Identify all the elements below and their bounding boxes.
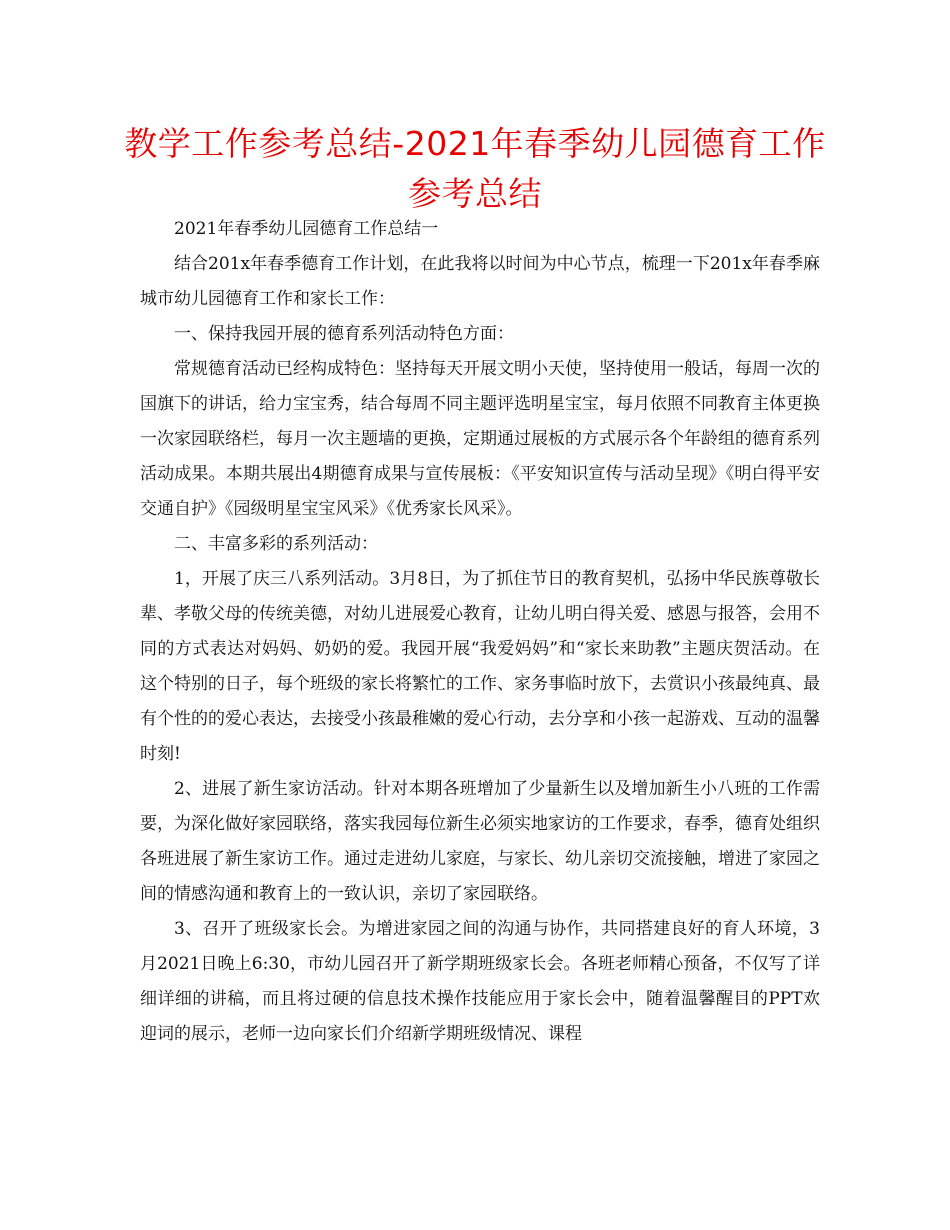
paragraph-womens-day-activity: 1，开展了庆三八系列活动。3月8日，为了抓住节日的教育契机，弘扬中华民族尊敬长辈、孝敬父母的传统美德，对幼儿进展爱心教育，让幼儿明白得关爱、感恩与报答，会用不同的方式表达对妈妈、奶奶的爱。我园开展“我爱妈妈”和“家长来助教”主题庆贺活动。在这个特别的日子，每个班级的家长将繁忙的工作、家务事临时放下，去赏识小孩最纯真、最有个性的的爱心表达，去接受小孩最稚嫩的爱心行动，去分享和小孩一起游戏、互动的温馨时刻! <box>140 569 820 764</box>
paragraph-section-1-heading: 一、保持我园开展的德育系列活动特色方面： <box>174 324 514 344</box>
paragraph-intro: 结合201x年春季德育工作计划，在此我将以时间为中心节点，梳理一下201x年春季麻城市幼儿园德育工作和家长工作： <box>140 254 820 309</box>
paragraph-parent-meeting: 3、召开了班级家长会。为增进家园之间的沟通与协作，共同搭建良好的育人环境，3月2021日晚上6:30，市幼儿园召开了新学期班级家长会。各班老师精心预备，不仅写了详细详细的讲稿，而且将过硬的信息技术操作技能应用于家长会中，随着温馨醒目的PPT欢迎词的展示，老师一边向家长们介绍新学期班级情况、课程 <box>140 919 820 1044</box>
paragraph-routine-activities: 常规德育活动已经构成特色：坚持每天开展文明小天使，坚持使用一般话，每周一次的国旗下的讲话，给力宝宝秀，结合每周不同主题评选明星宝宝，每月依照不同教育主体更换一次家园联络栏，每月一次主题墙的更换，定期通过展板的方式展示各个年龄组的德育系列活动成果。本期共展出4期德育成果与宣传展板：《平安知识宣传与活动呈现》《明白得平安交通自护》《园级明星宝宝风采》《优秀家长风采》。 <box>140 359 820 519</box>
paragraph-home-visits: 2、进展了新生家访活动。针对本期各班增加了少量新生以及增加新生小八班的工作需要，为深化做好家园联络，落实我园每位新生必须实地家访的工作要求，春季，德育处组织各班进展了新生家访工作。通过走进幼儿家庭，与家长、幼儿亲切交流接触，增进了家园之间的情感沟通和教育上的一致认识，亲切了家园联络。 <box>140 779 820 904</box>
document-body <box>140 212 820 1052</box>
paragraph-subtitle: 2021年春季幼儿园德育工作总结一 <box>174 219 439 239</box>
paragraph-section-2-heading: 二、丰富多彩的系列活动： <box>174 534 378 554</box>
document-title-line-2: 参考总结 <box>408 174 542 213</box>
document-title-line-1: 教学工作参考总结-2021年春季幼儿园德育工作 <box>124 124 826 163</box>
